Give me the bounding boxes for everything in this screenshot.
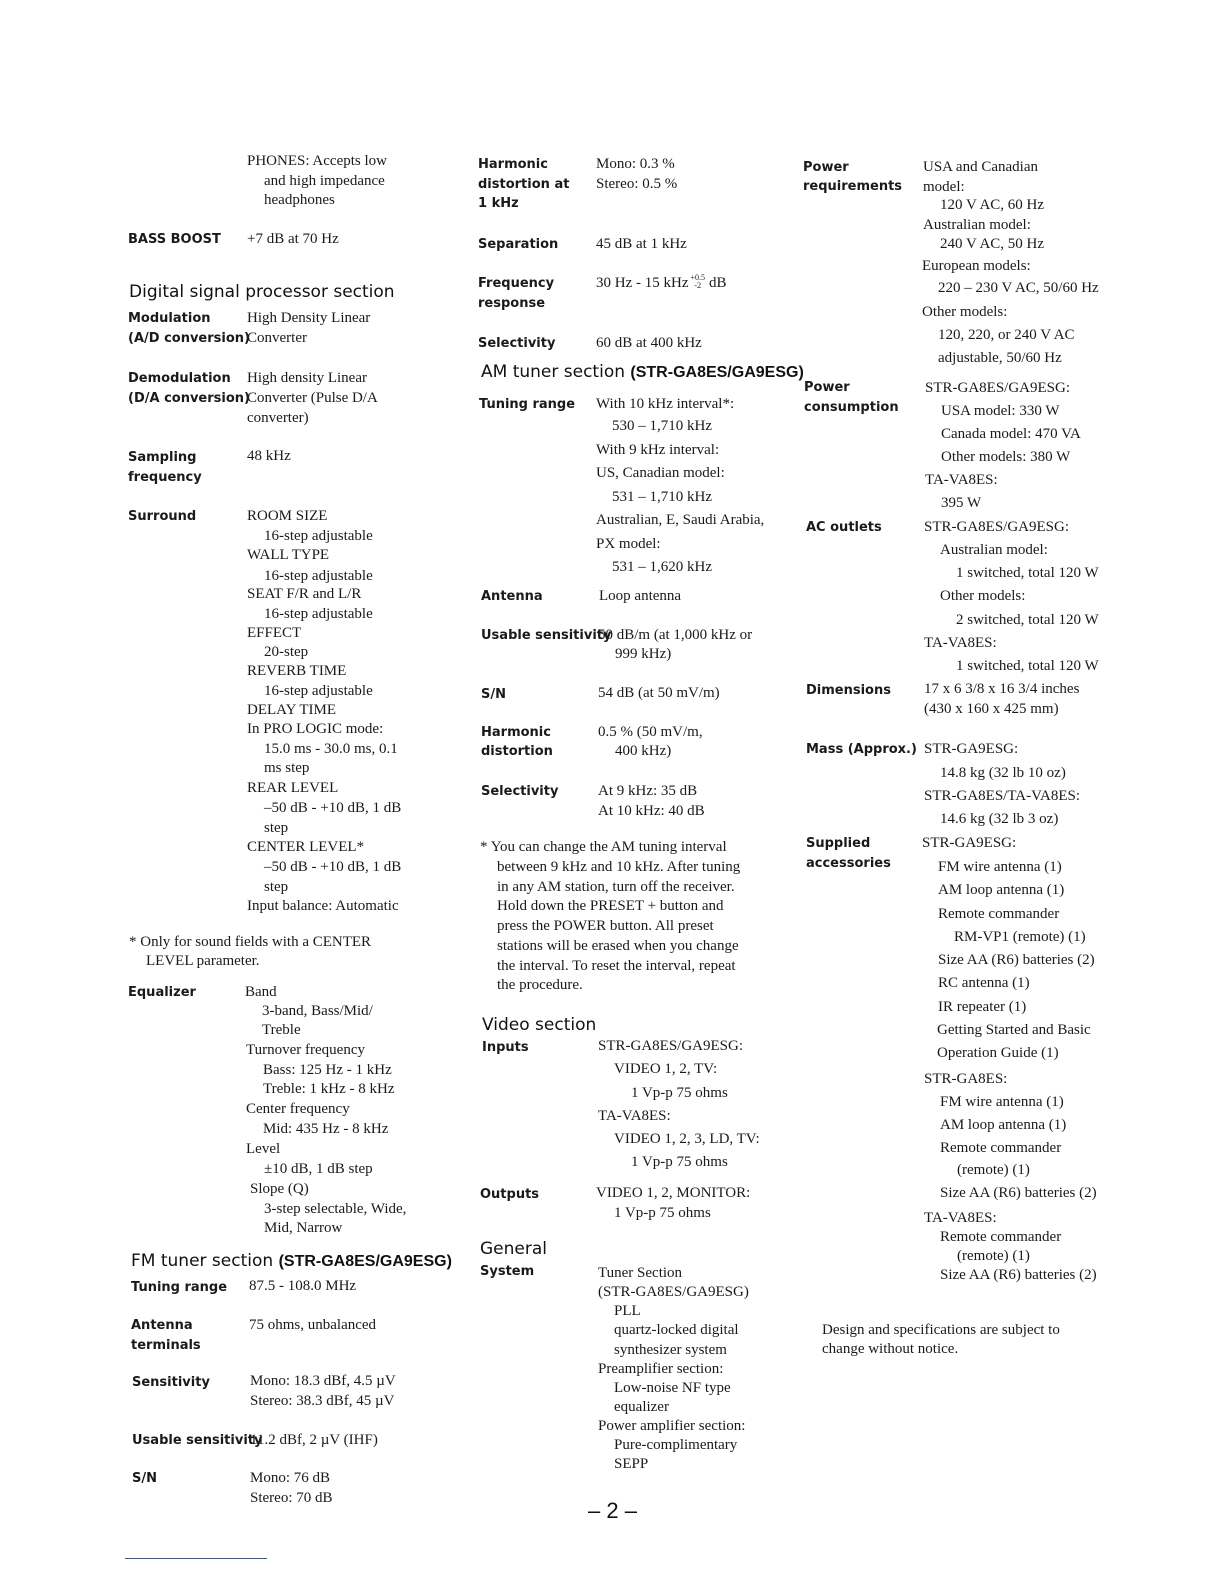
power-requirements-line: USA and Canadian	[923, 159, 1038, 175]
surround-line: CENTER LEVEL*	[247, 839, 365, 855]
equalizer-line: Turnover frequency	[246, 1042, 365, 1058]
ac-outlets-line: 2 switched, total 120 W	[956, 612, 1099, 628]
harmonic-label-1: Harmonic	[478, 157, 548, 172]
design-note-line-2: change without notice.	[822, 1341, 959, 1357]
am-note-line: in any AM station, turn off the receiver.	[497, 879, 735, 895]
power-consumption-line: 395 W	[941, 495, 982, 511]
sampling-label-1: Sampling	[128, 450, 197, 465]
am-usable-sensitivity-label: Usable sensitivity	[481, 628, 612, 643]
frequency-response-tolerance-plus: +0.5	[690, 272, 705, 282]
surround-line: EFFECT	[247, 625, 302, 641]
am-selectivity-value-1: At 9 kHz: 35 dB	[598, 783, 698, 799]
am-tuning-line: With 10 kHz interval*:	[596, 396, 735, 412]
supplied-line: (remote) (1)	[957, 1162, 1030, 1178]
frequency-response-tolerance-minus: -2	[694, 280, 702, 290]
system-line: Power amplifier section:	[598, 1418, 746, 1434]
frequency-response-label-2: response	[478, 296, 546, 311]
power-consumption-line: TA-VA8ES:	[925, 472, 998, 488]
mass-label: Mass (Approx.)	[806, 742, 917, 757]
am-tuner-heading-text: AM tuner section	[481, 362, 625, 382]
separation-label: Separation	[478, 237, 559, 252]
page-number: – 2 –	[588, 1498, 637, 1523]
system-line: Low-noise NF type	[614, 1380, 731, 1396]
dsp-section-heading: Digital signal processor section	[129, 282, 395, 302]
dimensions-label: Dimensions	[806, 683, 891, 698]
am-tuning-line: 531 – 1,620 kHz	[612, 559, 712, 575]
supplied-line: STR-GA9ESG:	[922, 835, 1017, 851]
harmonic-label-3: 1 kHz	[478, 196, 519, 211]
surround-line: REAR LEVEL	[247, 780, 339, 796]
power-requirements-line: 120 V AC, 60 Hz	[940, 197, 1045, 213]
am-tuner-heading	[481, 361, 804, 384]
am-note-line: stations will be erased when you change	[497, 938, 739, 954]
surround-label: Surround	[128, 509, 197, 524]
surround-line: –50 dB - +10 dB, 1 dB	[264, 800, 402, 816]
am-selectivity-label: Selectivity	[481, 784, 559, 799]
equalizer-line: ±10 dB, 1 dB step	[264, 1161, 373, 1177]
fm-tuning-range-label: Tuning range	[131, 1280, 228, 1295]
frequency-response-range: 30 Hz - 15 kHz	[596, 275, 689, 291]
supplied-line: Size AA (R6) batteries (2)	[940, 1185, 1097, 1201]
surround-line: Input balance: Automatic	[247, 898, 399, 914]
fm-sn-value-1: Mono: 76 dB	[250, 1470, 331, 1486]
equalizer-line: Slope (Q)	[250, 1181, 309, 1197]
am-note-line: * You can change the AM tuning interval	[480, 839, 727, 855]
supplied-line: RC antenna (1)	[938, 975, 1030, 991]
selectivity-label: Selectivity	[478, 336, 556, 351]
supplied-line: TA-VA8ES:	[924, 1210, 997, 1226]
surround-line: step	[264, 879, 289, 895]
modulation-label-1: Modulation	[128, 311, 211, 326]
frequency-response-value	[596, 273, 727, 293]
ac-outlets-label: AC outlets	[806, 520, 882, 535]
surround-line: step	[264, 820, 289, 836]
power-consumption-line: STR-GA8ES/GA9ESG:	[925, 380, 1071, 396]
phones-line-3: headphones	[264, 192, 335, 208]
footnote-line-2: LEVEL parameter.	[146, 953, 260, 969]
system-label: System	[480, 1264, 535, 1279]
video-inputs-line: 1 Vp-p 75 ohms	[631, 1154, 728, 1170]
am-note-line: the interval. To reset the interval, repeat	[497, 958, 736, 974]
am-antenna-label: Antenna	[481, 589, 543, 604]
fm-sn-label: S/N	[132, 1471, 157, 1486]
power-requirements-line: 240 V AC, 50 Hz	[940, 236, 1045, 252]
fm-antenna-label-1: Antenna	[131, 1318, 193, 1333]
system-line: Pure-complimentary	[614, 1437, 738, 1453]
surround-line: WALL TYPE	[247, 547, 330, 563]
ac-outlets-line: 1 switched, total 120 W	[956, 565, 1099, 581]
frequency-response-label-1: Frequency	[478, 276, 555, 291]
video-outputs-line: VIDEO 1, 2, MONITOR:	[596, 1185, 751, 1201]
equalizer-line: Treble	[262, 1022, 301, 1038]
am-harmonic-value-1: 0.5 % (50 mV/m,	[598, 724, 703, 740]
am-sn-value: 54 dB (at 50 mV/m)	[598, 685, 720, 701]
am-tuning-line: 531 – 1,710 kHz	[612, 489, 712, 505]
surround-line: 16-step adjustable	[264, 568, 373, 584]
video-inputs-line: TA-VA8ES:	[598, 1108, 671, 1124]
equalizer-line: Mid, Narrow	[264, 1220, 343, 1236]
supplied-accessories-label-2: accessories	[806, 856, 891, 871]
sampling-value: 48 kHz	[247, 448, 291, 464]
am-tuning-line: PX model:	[596, 536, 661, 552]
supplied-line: AM loop antenna (1)	[940, 1117, 1067, 1133]
power-requirements-line: Other models:	[922, 304, 1008, 320]
power-consumption-line: USA model: 330 W	[941, 403, 1060, 419]
phones-line-2: and high impedance	[264, 173, 385, 189]
am-note-line: Hold down the PRESET + button and	[497, 898, 724, 914]
harmonic-value-2: Stereo: 0.5 %	[596, 176, 678, 192]
demodulation-label-2: (D/A conversion)	[128, 391, 250, 406]
power-requirements-label-1: Power	[803, 160, 849, 175]
demodulation-value-1: High density Linear	[247, 370, 367, 386]
power-requirements-line: adjustable, 50/60 Hz	[938, 350, 1062, 366]
power-requirements-line: 220 – 230 V AC, 50/60 Hz	[938, 280, 1099, 296]
video-outputs-line: 1 Vp-p 75 ohms	[614, 1205, 711, 1221]
power-requirements-line: 120, 220, or 240 V AC	[938, 327, 1075, 343]
design-note-line-1: Design and specifications are subject to	[822, 1322, 1060, 1338]
am-tuning-line: US, Canadian model:	[596, 465, 725, 481]
fm-sensitivity-value-2: Stereo: 38.3 dBf, 45 µV	[250, 1393, 395, 1409]
am-usable-sensitivity-value-1: 50 dB/m (at 1,000 kHz or	[598, 627, 753, 643]
system-line: equalizer	[614, 1399, 669, 1415]
system-line: SEPP	[614, 1456, 649, 1472]
equalizer-line: Level	[246, 1141, 281, 1157]
demodulation-value-2: Converter (Pulse D/A	[247, 390, 378, 406]
surround-line: 15.0 ms - 30.0 ms, 0.1	[264, 741, 398, 757]
sampling-label-2: frequency	[128, 470, 202, 485]
supplied-line: Getting Started and Basic	[937, 1022, 1091, 1038]
equalizer-line: Treble: 1 kHz - 8 kHz	[263, 1081, 395, 1097]
modulation-value-2: Converter	[247, 330, 307, 346]
surround-line: 20-step	[264, 644, 309, 660]
am-tuning-range-label: Tuning range	[479, 397, 576, 412]
mass-line: 14.6 kg (32 lb 3 oz)	[940, 811, 1059, 827]
surround-line: –50 dB - +10 dB, 1 dB	[264, 859, 402, 875]
fm-tuner-heading-models: (STR-GA8ES/GA9ESG)	[278, 1253, 452, 1270]
harmonic-label-2: distortion at	[478, 177, 570, 192]
system-line: Tuner Section	[598, 1265, 683, 1281]
ac-outlets-line: STR-GA8ES/GA9ESG:	[924, 519, 1070, 535]
surround-line: 16-step adjustable	[264, 606, 373, 622]
demodulation-label-1: Demodulation	[128, 371, 231, 386]
video-inputs-line: STR-GA8ES/GA9ESG:	[598, 1038, 744, 1054]
system-line: PLL	[614, 1303, 641, 1319]
am-tuning-line: With 9 kHz interval:	[596, 442, 720, 458]
fm-antenna-label-2: terminals	[131, 1338, 201, 1353]
surround-line: SEAT F/R and L/R	[247, 586, 362, 602]
footnote-line-1: * Only for sound fields with a CENTER	[129, 934, 372, 950]
fm-usable-sensitivity-label: Usable sensitivity	[132, 1433, 263, 1448]
fm-tuner-heading	[131, 1250, 452, 1273]
dimensions-line-1: 17 x 6 3/8 x 16 3/4 inches	[924, 681, 1080, 697]
fm-sensitivity-value-1: Mono: 18.3 dBf, 4.5 µV	[250, 1373, 396, 1389]
equalizer-label: Equalizer	[128, 985, 196, 1000]
harmonic-value-1: Mono: 0.3 %	[596, 156, 675, 172]
power-requirements-line: model:	[923, 179, 965, 195]
surround-line: In PRO LOGIC mode:	[247, 721, 384, 737]
equalizer-line: Mid: 435 Hz - 8 kHz	[263, 1121, 389, 1137]
supplied-line: AM loop antenna (1)	[938, 882, 1065, 898]
video-outputs-label: Outputs	[480, 1187, 540, 1202]
supplied-line: Operation Guide (1)	[937, 1045, 1059, 1061]
am-antenna-value: Loop antenna	[599, 588, 682, 604]
video-inputs-line: 1 Vp-p 75 ohms	[631, 1085, 728, 1101]
am-tuning-line: 530 – 1,710 kHz	[612, 418, 712, 434]
power-consumption-label-2: consumption	[804, 400, 899, 415]
power-consumption-line: Canada model: 470 VA	[941, 426, 1081, 442]
power-consumption-label-1: Power	[804, 380, 850, 395]
equalizer-line: 3-band, Bass/Mid/	[262, 1003, 373, 1019]
supplied-line: Size AA (R6) batteries (2)	[940, 1267, 1097, 1283]
demodulation-value-3: converter)	[247, 410, 309, 426]
ac-outlets-line: Australian model:	[940, 542, 1048, 558]
ac-outlets-line: Other models:	[940, 588, 1026, 604]
ac-outlets-line: TA-VA8ES:	[924, 635, 997, 651]
modulation-value-1: High Density Linear	[247, 310, 371, 326]
selectivity-value: 60 dB at 400 kHz	[596, 335, 702, 351]
am-usable-sensitivity-value-2: 999 kHz)	[615, 646, 672, 662]
am-note-line: press the POWER button. All preset	[497, 918, 714, 934]
supplied-line: Remote commander	[940, 1140, 1062, 1156]
supplied-line: FM wire antenna (1)	[938, 859, 1062, 875]
am-note-line: between 9 kHz and 10 kHz. After tuning	[497, 859, 741, 875]
system-line: synthesizer system	[614, 1342, 727, 1358]
system-line: (STR-GA8ES/GA9ESG)	[598, 1284, 749, 1300]
fm-usable-sensitivity-value: 11.2 dBf, 2 µV (IHF)	[250, 1432, 378, 1448]
am-tuner-heading-models: (STR-GA8ES/GA9ESG)	[630, 364, 804, 381]
separation-value: 45 dB at 1 kHz	[596, 236, 687, 252]
equalizer-line: Bass: 125 Hz - 1 kHz	[263, 1062, 392, 1078]
equalizer-line: Band	[245, 984, 277, 1000]
am-sn-label: S/N	[481, 687, 506, 702]
am-selectivity-value-2: At 10 kHz: 40 dB	[598, 803, 705, 819]
modulation-label-2: (A/D conversion)	[128, 331, 250, 346]
power-requirements-line: Australian model:	[923, 217, 1031, 233]
mass-line: STR-GA8ES/TA-VA8ES:	[924, 788, 1081, 804]
surround-line: 16-step adjustable	[264, 528, 373, 544]
supplied-line: (remote) (1)	[957, 1248, 1030, 1264]
fm-tuning-range-value: 87.5 - 108.0 MHz	[249, 1278, 357, 1294]
dimensions-line-2: (430 x 160 x 425 mm)	[924, 701, 1059, 717]
supplied-line: Remote commander	[940, 1229, 1062, 1245]
bass-boost-value: +7 dB at 70 Hz	[247, 231, 339, 247]
supplied-accessories-label-1: Supplied	[806, 836, 871, 851]
power-consumption-line: Other models: 380 W	[941, 449, 1071, 465]
fm-sensitivity-label: Sensitivity	[132, 1375, 210, 1390]
equalizer-line: Center frequency	[246, 1101, 350, 1117]
am-harmonic-label-2: distortion	[481, 744, 553, 759]
equalizer-line: 3-step selectable, Wide,	[264, 1201, 407, 1217]
surround-line: ms step	[264, 760, 310, 776]
am-note-line: the procedure.	[497, 977, 583, 993]
video-section-heading: Video section	[482, 1015, 597, 1035]
surround-line: 16-step adjustable	[264, 683, 373, 699]
supplied-line: Remote commander	[938, 906, 1060, 922]
supplied-line: STR-GA8ES:	[924, 1071, 1008, 1087]
am-harmonic-label-1: Harmonic	[481, 725, 551, 740]
mass-line: STR-GA9ESG:	[924, 741, 1019, 757]
power-requirements-line: European models:	[922, 258, 1031, 274]
fm-sn-value-2: Stereo: 70 dB	[250, 1490, 333, 1506]
video-inputs-line: VIDEO 1, 2, TV:	[614, 1061, 718, 1077]
general-section-heading: General	[480, 1239, 547, 1259]
frequency-response-unit: dB	[709, 275, 727, 291]
mass-line: 14.8 kg (32 lb 10 oz)	[940, 765, 1066, 781]
supplied-line: IR repeater (1)	[938, 999, 1027, 1015]
system-line: Preamplifier section:	[598, 1361, 724, 1377]
fm-antenna-value: 75 ohms, unbalanced	[249, 1317, 377, 1333]
supplied-line: FM wire antenna (1)	[940, 1094, 1064, 1110]
video-inputs-label: Inputs	[482, 1040, 529, 1055]
bass-boost-label: BASS BOOST	[128, 232, 221, 247]
am-harmonic-value-2: 400 kHz)	[615, 743, 672, 759]
supplied-line: RM-VP1 (remote) (1)	[954, 929, 1086, 945]
phones-line-1: PHONES: Accepts low	[247, 153, 387, 169]
supplied-line: Size AA (R6) batteries (2)	[938, 952, 1095, 968]
footer-rule	[125, 1558, 267, 1559]
fm-tuner-heading-text: FM tuner section	[131, 1251, 274, 1271]
video-inputs-line: VIDEO 1, 2, 3, LD, TV:	[614, 1131, 760, 1147]
surround-line: DELAY TIME	[247, 702, 337, 718]
surround-line: ROOM SIZE	[247, 508, 328, 524]
am-tuning-line: Australian, E, Saudi Arabia,	[596, 512, 765, 528]
ac-outlets-line: 1 switched, total 120 W	[956, 658, 1099, 674]
system-line: quartz-locked digital	[614, 1322, 739, 1338]
surround-line: REVERB TIME	[247, 663, 347, 679]
power-requirements-label-2: requirements	[803, 179, 903, 194]
